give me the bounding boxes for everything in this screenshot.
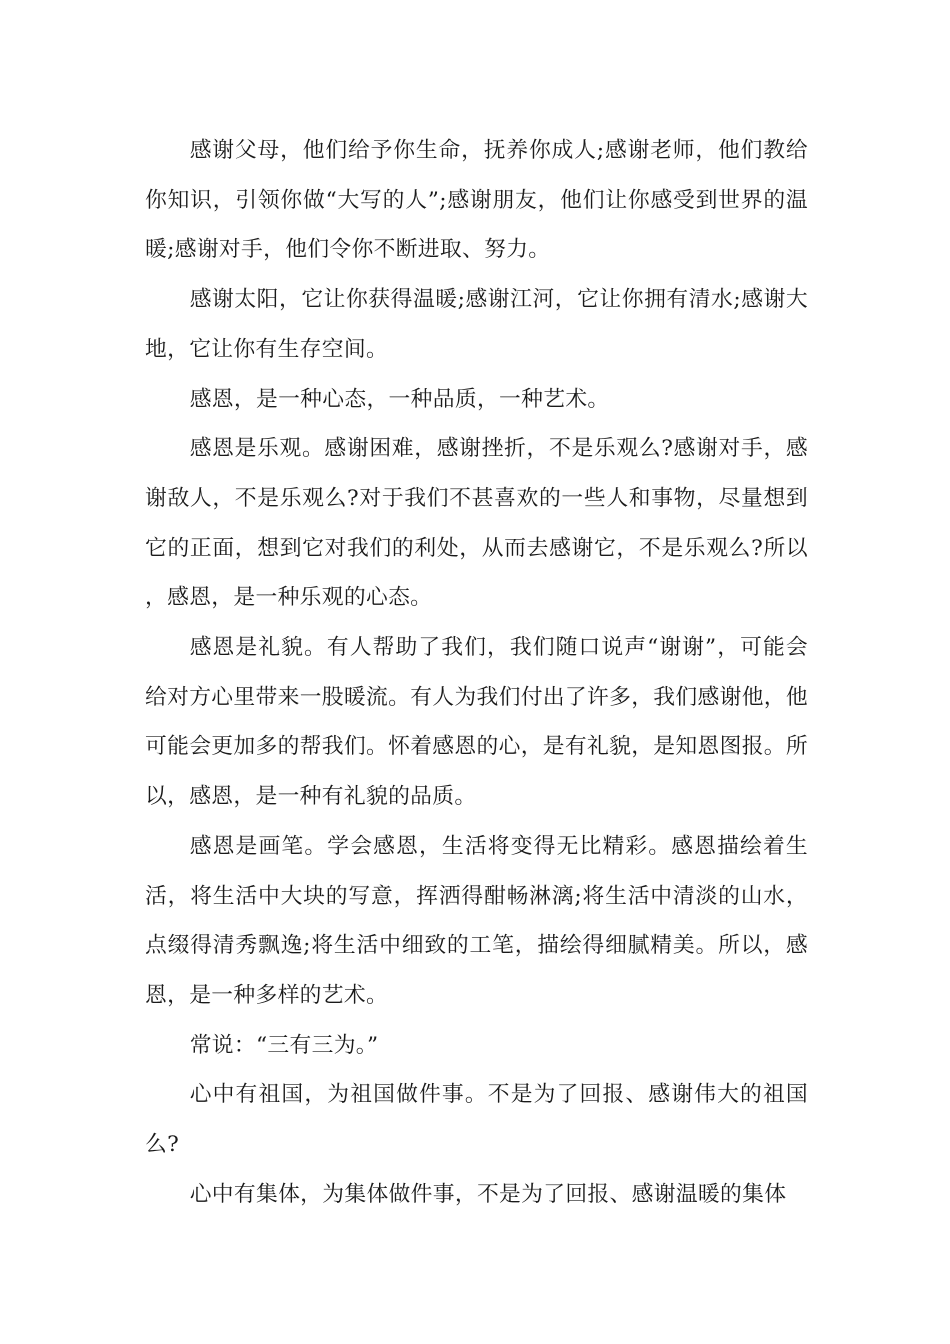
document-body [145, 126, 808, 1219]
paragraph: 常说：“三有三为。” [189, 1032, 379, 1058]
paragraph: 感谢太阳，它让你获得温暖;感谢江河，它让你拥有清水;感谢大地，它让你有生存空间。 [145, 287, 808, 362]
paragraph: 心中有集体，为集体做件事，不是为了回报、感谢温暖的集体 [189, 1181, 787, 1207]
paragraph: 感恩是乐观。感谢困难，感谢挫折，不是乐观么?感谢对手，感谢敌人，不是乐观么?对于我们不甚喜欢的一些人和事物，尽量想到它的正面，想到它对我们的利处，从而去感谢它，不是乐观么?所以，感恩，是一种乐观的心态。 [145, 436, 808, 611]
paragraph: 感恩是礼貌。有人帮助了我们，我们随口说声“谢谢”，可能会给对方心里带来一股暖流。有人为我们付出了许多，我们感谢他，他可能会更加多的帮我们。怀着感恩的心，是有礼貌，是知恩图报。所以，感恩，是一种有礼貌的品质。 [145, 635, 808, 810]
paragraph: 感恩是画笔。学会感恩，生活将变得无比精彩。感恩描绘着生活，将生活中大块的写意，挥洒得酣畅淋漓;将生活中清淡的山水，点缀得清秀飘逸;将生活中细致的工笔，描绘得细腻精美。所以，感恩，是一种多样的艺术。 [145, 833, 808, 1008]
paragraph: 心中有祖国，为祖国做件事。不是为了回报、感谢伟大的祖国么? [145, 1082, 808, 1158]
paragraph: 感谢父母，他们给予你生命，抚养你成人;感谢老师，他们教给你知识，引领你做“大写的人”;感谢朋友，他们让你感受到世界的温暖;感谢对手，他们令你不断进取、努力。 [145, 138, 808, 263]
paragraph: 感恩，是一种心态，一种品质，一种艺术。 [189, 386, 610, 412]
